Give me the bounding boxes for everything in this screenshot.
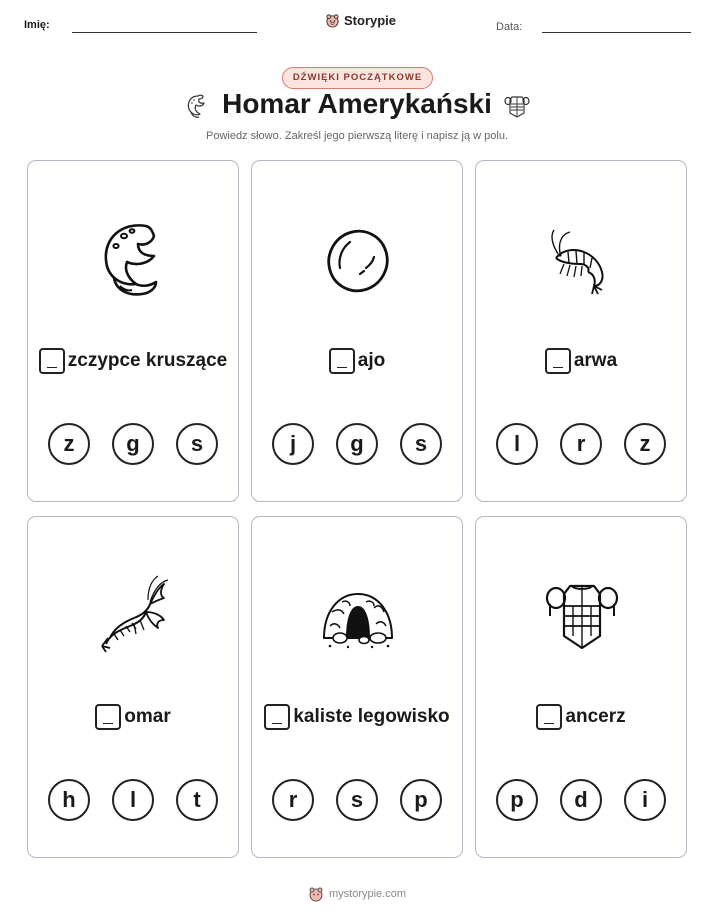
answer-box[interactable] bbox=[545, 348, 571, 374]
word-card bbox=[251, 516, 463, 858]
letter-options bbox=[28, 779, 238, 821]
answer-box[interactable] bbox=[329, 348, 355, 374]
letter-option[interactable]: p bbox=[400, 779, 442, 821]
instructions: Powiedz słowo. Zakreśl jego pierwszą literę i napisz ją w polu. bbox=[205, 130, 509, 142]
word-row bbox=[28, 704, 238, 730]
letter-option[interactable]: g bbox=[112, 423, 154, 465]
word-text: kaliste legowisko bbox=[293, 706, 450, 727]
letter-option[interactable]: l bbox=[496, 423, 538, 465]
name-field[interactable] bbox=[72, 32, 257, 33]
letter-option[interactable]: s bbox=[336, 779, 378, 821]
letter-options bbox=[476, 779, 686, 821]
letter-option[interactable]: p bbox=[496, 779, 538, 821]
letter-options bbox=[252, 779, 462, 821]
letter-option[interactable]: z bbox=[48, 423, 90, 465]
word-row bbox=[476, 704, 686, 730]
answer-box[interactable] bbox=[39, 348, 65, 374]
letter-option[interactable]: h bbox=[48, 779, 90, 821]
letter-option[interactable]: l bbox=[112, 779, 154, 821]
letter-option[interactable]: s bbox=[400, 423, 442, 465]
word-row bbox=[252, 348, 462, 374]
word-card bbox=[475, 160, 687, 502]
storypie-logo-icon bbox=[308, 886, 324, 902]
letter-option[interactable]: s bbox=[176, 423, 218, 465]
letter-option[interactable]: i bbox=[624, 779, 666, 821]
letter-option[interactable]: r bbox=[272, 779, 314, 821]
word-card bbox=[475, 516, 687, 858]
armor-icon bbox=[542, 572, 622, 662]
brand-name: Storypie bbox=[344, 13, 397, 28]
word-row bbox=[476, 348, 686, 374]
answer-box[interactable] bbox=[264, 704, 290, 730]
page-title: Homar Amerykański bbox=[222, 88, 492, 119]
footer-url[interactable]: mystorypie.com bbox=[328, 888, 407, 900]
word-row bbox=[252, 704, 462, 730]
word-card bbox=[27, 160, 239, 502]
word-card bbox=[251, 160, 463, 502]
letter-option[interactable]: t bbox=[176, 779, 218, 821]
letter-option[interactable]: r bbox=[560, 423, 602, 465]
word-text: ancerz bbox=[565, 706, 626, 727]
letter-option[interactable]: d bbox=[560, 779, 602, 821]
category-badge: DŹWIĘKI POCZĄTKOWE bbox=[282, 67, 433, 89]
word-text: ajo bbox=[357, 350, 386, 371]
word-row bbox=[28, 348, 238, 374]
word-text: zczypce kruszące bbox=[67, 350, 228, 371]
letter-option[interactable]: g bbox=[336, 423, 378, 465]
egg-icon bbox=[318, 216, 398, 306]
worksheet-header bbox=[0, 0, 714, 52]
armor-icon bbox=[503, 92, 531, 120]
storypie-logo-icon bbox=[325, 13, 340, 28]
cave-icon bbox=[318, 572, 398, 662]
lobster-claw-icon bbox=[94, 216, 174, 306]
shrimp-icon bbox=[542, 216, 622, 306]
letter-option[interactable]: z bbox=[624, 423, 666, 465]
word-text: omar bbox=[124, 706, 171, 727]
name-label: Imię: bbox=[24, 19, 50, 31]
answer-box[interactable] bbox=[536, 704, 562, 730]
answer-box[interactable] bbox=[95, 704, 121, 730]
brand bbox=[325, 13, 396, 28]
word-card bbox=[27, 516, 239, 858]
letter-options bbox=[28, 423, 238, 465]
lobster-icon bbox=[94, 572, 174, 662]
word-text: arwa bbox=[573, 350, 618, 371]
date-label: Data: bbox=[496, 21, 523, 33]
date-field[interactable] bbox=[542, 32, 691, 33]
footer bbox=[0, 886, 714, 902]
letter-options bbox=[476, 423, 686, 465]
letter-options bbox=[252, 423, 462, 465]
letter-option[interactable]: j bbox=[272, 423, 314, 465]
